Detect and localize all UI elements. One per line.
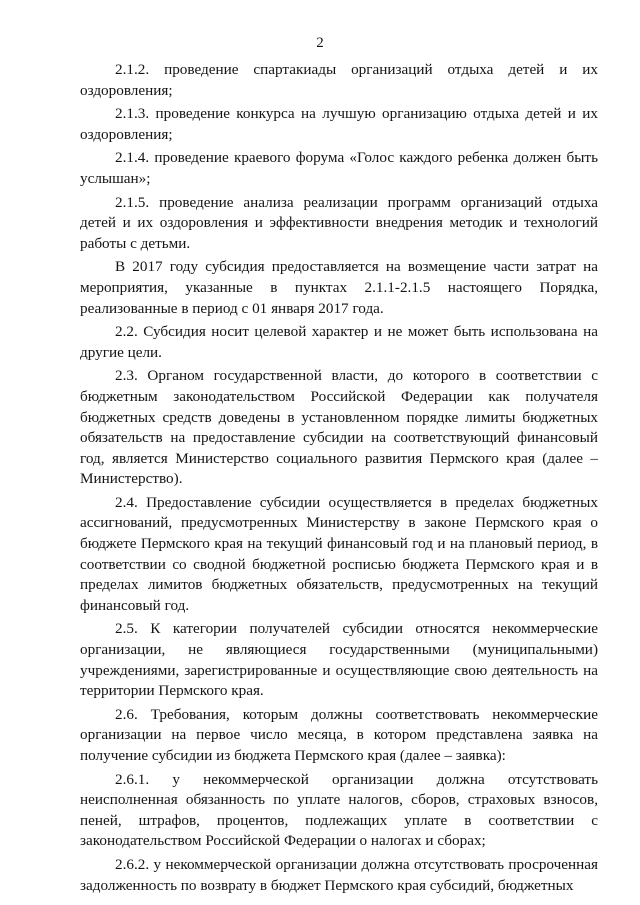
- paragraph-2-5: 2.5. К категории получателей субсидии относятся некоммерческие организации, не являющиеся государственными (муниципальными) учреждениями, зарегистрированные и осуществляющие свою деятельность на территории Пермского края.: [80, 620, 598, 700]
- document-body: [80, 60, 598, 899]
- paragraph-2-1-2: 2.1.2. проведение спартакиады организаций отдыха детей и их оздоровления;: [80, 61, 598, 99]
- paragraph-2-1-5: 2.1.5. проведение анализа реализации программ организаций отдыха детей и их оздоровления и эффективности внедрения методик и технологий работы с детьми.: [80, 193, 598, 252]
- page-number: 2: [316, 35, 324, 51]
- paragraph-2-1-3: 2.1.3. проведение конкурса на лучшую организацию отдыха детей и их оздоровления;: [80, 105, 598, 143]
- paragraph-2-4: 2.4. Предоставление субсидии осуществляется в пределах бюджетных ассигнований, предусмотренных Министерству в законе Пермского края о бюджете Пермского края на текущий финансовый год и на плановый период, в соответствии со сводной бюджетной росписью бюджета Пермского края и в пределах лимитов бюджетных обязательств, предусмотренных на текущий финансовый год.: [80, 493, 598, 614]
- paragraph-2-2: 2.2. Субсидия носит целевой характер и не может быть использована на другие цели.: [80, 323, 598, 361]
- paragraph-2-6-1: 2.6.1. у некоммерческой организации должна отсутствовать неисполненная обязанность по уплате налогов, сборов, страховых взносов, пеней, штрафов, процентов, подлежащих уплате в соответствии с законодательством Российской Федерации о налогах и сборах;: [80, 770, 598, 850]
- paragraph-2-1-4: 2.1.4. проведение краевого форума «Голос каждого ребенка должен быть услышан»;: [80, 149, 598, 187]
- paragraph-2-6: 2.6. Требования, которым должны соответствовать некоммерческие организации на первое число месяца, в котором представлена заявка на получение субсидии из бюджета Пермского края (далее – заявка):: [80, 705, 598, 764]
- paragraph-2017-subsidy: В 2017 году субсидия предоставляется на возмещение части затрат на мероприятия, указанные в пунктах 2.1.1-2.1.5 настоящего Порядка, реализованные в период с 01 января 2017 года.: [80, 258, 598, 317]
- paragraph-2-6-2: 2.6.2. у некоммерческой организации должна отсутствовать просроченная задолженность по возврату в бюджет Пермского края субсидий, бюджетных: [80, 855, 598, 894]
- paragraph-2-3: 2.3. Органом государственной власти, до которого в соответствии с бюджетным законодательством Российской Федерации как получателя бюджетных средств доведены в установленном порядке лимиты бюджетных обязательств на предоставление субсидии на соответствующий финансовый год, является Министерство социального развития Пермского края (далее – Министерство).: [80, 367, 598, 488]
